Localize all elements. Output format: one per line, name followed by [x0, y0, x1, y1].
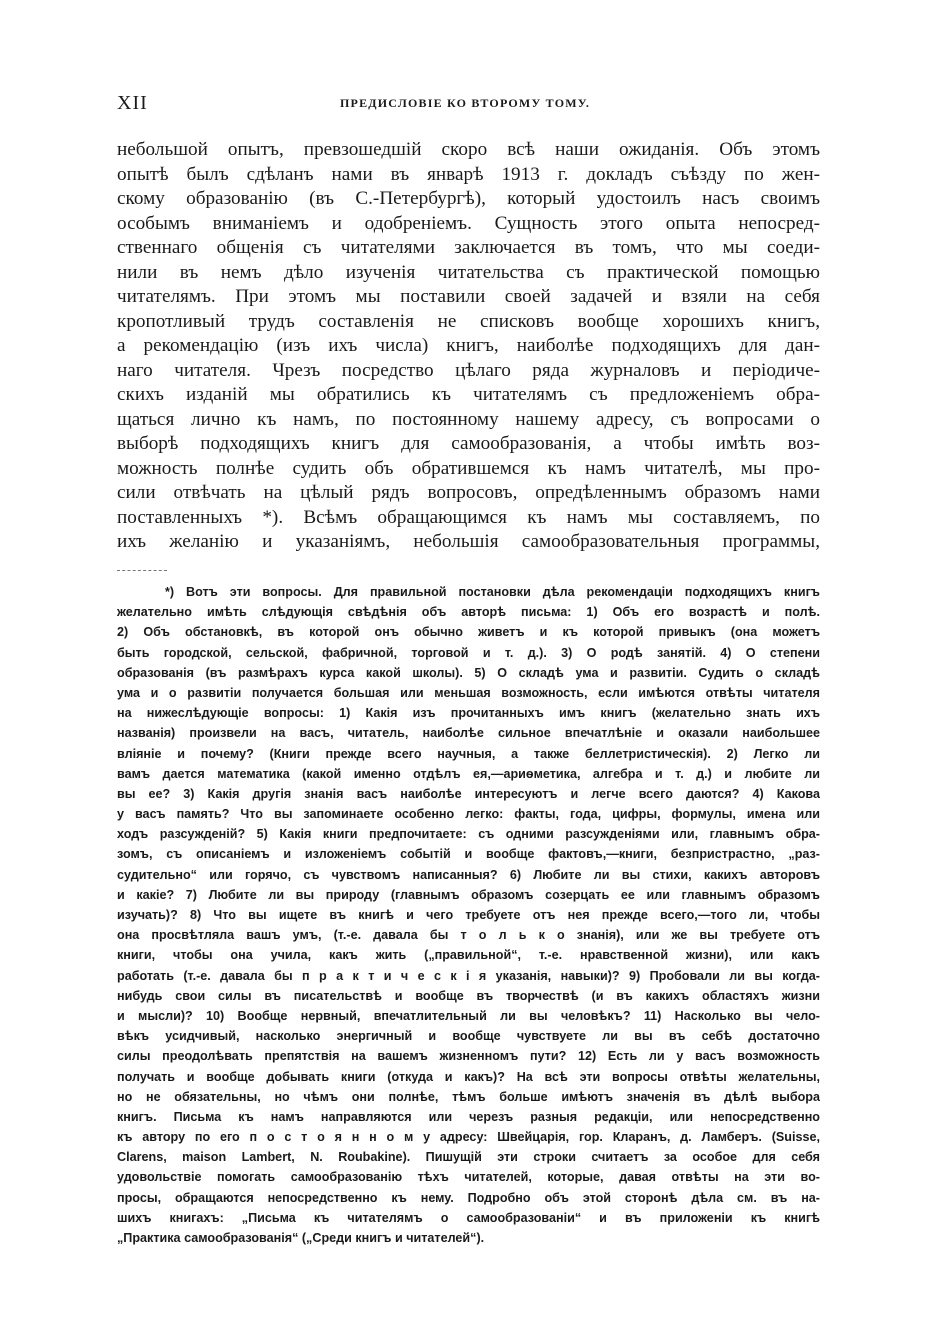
footnote-line: и какіе? 7) Любите ли вы природу (главнымъ образомъ созерцать ее или главнымъ образомъ	[117, 887, 820, 902]
footnote-line: но не обязательны, но чѣмъ они полнѣе, тѣмъ больше имѣютъ значенія въ дѣлѣ выбора	[117, 1089, 820, 1104]
footnote-rule	[117, 570, 167, 571]
text-line: выборѣ подходящихъ книгъ для самообразованія, а чтобы имѣть воз-	[117, 433, 820, 454]
footnote-line: изучать)? 8) Что вы ищете въ книгѣ и чего требуете отъ нея прежде всего,—того ли, чтобы	[117, 908, 820, 922]
footnote-line: и мысли)? 10) Вообще нервный, впечатлительный ли вы человѣкъ? 11) Насколько вы чело-	[117, 1008, 820, 1023]
footnote-line: къ автору по его п о с т о я н н о м у адресу: Швейцарія, гор. Кларанъ, д. Ламберъ. (Suisse,	[117, 1130, 820, 1145]
footnote-line: удовольствіе помогать самообразованію тѣхъ читателей, которые, давая отвѣты на эти во-	[117, 1170, 820, 1185]
footnote-line: Clarens, maison Lambert, N. Roubakine). Пишущій эти строки считаетъ за особое для себя	[117, 1150, 820, 1165]
footnote-line: вліяніе и почему? (Книги прежде всего научныя, а также беллетристическія). 2) Легко ли	[117, 746, 820, 761]
text-line: небольшой опытъ, превзошедшій скоро всѣ наши ожиданія. Объ этомъ	[117, 139, 820, 160]
footnote-line: *) Вотъ эти вопросы. Для правильной постановки дѣла рекомендаціи подходящихъ книгъ	[165, 585, 820, 599]
footnote-line: книгъ. Письма къ намъ направляются или черезъ разныя редакціи, или непосредственно	[117, 1109, 820, 1124]
text-line: щаться лично къ намъ, по постоянному нашему адресу, съ вопросами о	[117, 408, 820, 430]
text-line: ственнаго общенія съ читателями заключается въ томъ, что мы соеди-	[117, 237, 820, 258]
footnote-line: она просвѣтляла вашъ умъ, (т.-е. давала бы т о л ь к о знанія), или же вы требуете отъ	[117, 928, 820, 943]
footnote-line: ума и о развитіи получается большая или меньшая возможность, если имѣются отвѣты читателя	[117, 685, 820, 700]
page-number: XII	[117, 92, 148, 114]
footnote-line: шихъ книгахъ: „Письма къ читателямъ о самообразованіи“ и въ приложеніи къ книгѣ	[117, 1210, 820, 1225]
footnote-line: образованія (въ размѣрахъ курса какой школы). 5) О складѣ ума и развитіи. Судить о складѣ	[117, 665, 820, 680]
footnote-line: судительно“ или горячо, съ чувствомъ написанныя? 6) Любите ли вы стихи, какихъ авторовъ	[117, 867, 820, 882]
text-line: читателямъ. При этомъ мы поставили своей задачей и взяли на себя	[117, 286, 820, 307]
footnote-line: вѣкъ усидчивый, насколько энергичный и вообще чувствуете ли вы въ себѣ достаточно	[117, 1029, 820, 1044]
footnote-line: силы преодолѣвать препятствія на вашемъ жизненномъ пути? 12) Есть ли у васъ возможность	[117, 1049, 820, 1064]
running-title: ПРЕДИСЛОВІЕ КО ВТОРОМУ ТОМУ.	[340, 96, 591, 110]
footnote-line: получать и вообще добывать книги (откуда и какъ)? На всѣ эти вопросы отвѣты желательны,	[117, 1069, 820, 1084]
footnote-line: вы ее? 3) Какія другія знанія васъ наиболѣе интересуютъ и легче всего даются? 4) Какова	[117, 786, 820, 801]
main-text	[117, 138, 820, 555]
footnote-line: просы, обращаются непосредственно къ нему. Подробно объ этой сторонѣ дѣла см. въ на-	[117, 1190, 820, 1205]
text-line: а рекомендацію (изъ ихъ числа) книгъ, наиболѣе подходящихъ для дан-	[117, 335, 820, 356]
footnote-line: вамъ дается математика (какой именно отдѣлъ ея,—ариѳметика, алгебра и т. д.) и любите ли	[117, 766, 820, 781]
footnote-line: ходъ разсужденій? 5) Какія книги предпочитаете: съ одними разсужденіями или, главнымъ обра-	[117, 827, 820, 842]
text-line: можность полнѣе судить объ обратившемся къ намъ читателѣ, мы про-	[117, 457, 820, 479]
text-line: сили отвѣчать на цѣлый рядъ вопросовъ, опредѣленнымъ образомъ нами	[117, 482, 820, 503]
footnote-line: желательно имѣть слѣдующія свѣдѣнія объ авторѣ письма: 1) Объ его возрастѣ и полѣ.	[117, 605, 820, 620]
text-line: нили въ немъ дѣло изученія читательства съ практической помощью	[117, 261, 820, 283]
footnote-line: быть городской, сельской, фабричной, торговой и т. д.). 3) О родѣ занятій. 4) О степени	[117, 645, 820, 660]
text-line: ихъ желанію и указаніямъ, небольшія самообразовательныя программы,	[117, 531, 820, 552]
footnote-line: 2) Объ обстановкѣ, въ которой онъ обычно живетъ и къ которой привыкъ (она можетъ	[117, 625, 820, 640]
footnote	[117, 582, 820, 1248]
text-line: скихъ изданій мы обратились къ читателямъ съ предложеніемъ обра-	[117, 384, 820, 405]
text-line: кропотливый трудъ составленія не списковъ вообще хорошихъ книгъ,	[117, 310, 820, 332]
footnote-line: работать (т.-е. давала бы п р а к т и ч е с к і я указанія, навыки)? 9) Пробовали ли вы когда-	[117, 968, 820, 983]
text-line: опытѣ былъ сдѣланъ нами въ январѣ 1913 г. докладъ съѣзду по жен-	[117, 163, 820, 185]
footnote-line: книги, чтобы она учила, какъ жить („правильной“, т.-е. нравственной жизни), или какъ	[117, 948, 820, 963]
footnote-line: „Практика самообразованія“ („Среди книгъ и читателей“).	[117, 1231, 485, 1245]
text-line: поставленныхъ *). Всѣмъ обращающимся къ намъ мы составляемъ, по	[117, 506, 820, 528]
text-line: наго читателя. Чрезъ посредство цѣлаго ряда журналовъ и періодиче-	[117, 359, 820, 381]
footnote-line: названія) произвели на васъ, читатель, наиболѣе сильное впечатлѣніе и оказали наибольшее	[117, 726, 820, 741]
footnote-line: зомъ, съ описаніемъ и изложеніемъ событій и вообще фактовъ,—книги, безпристрастно, „раз-	[117, 847, 820, 862]
footnote-line: на нижеслѣдующіе вопросы: 1) Какія изъ прочитанныхъ имъ книгъ (желательно знать ихъ	[117, 706, 820, 721]
footnote-line: у васъ память? Что вы запоминаете особенно легко: факты, года, цифры, формулы, имена или	[117, 807, 820, 822]
text-line: скому образованію (въ С.-Петербургѣ), который удостоилъ насъ своимъ	[117, 188, 820, 209]
text-line: особымъ вниманіемъ и одобреніемъ. Сущность этого опыта непосред-	[117, 212, 820, 234]
footnote-line: нибудь свои силы въ писательствѣ и вообще въ творчествѣ (и въ какихъ областяхъ жизни	[117, 988, 820, 1003]
